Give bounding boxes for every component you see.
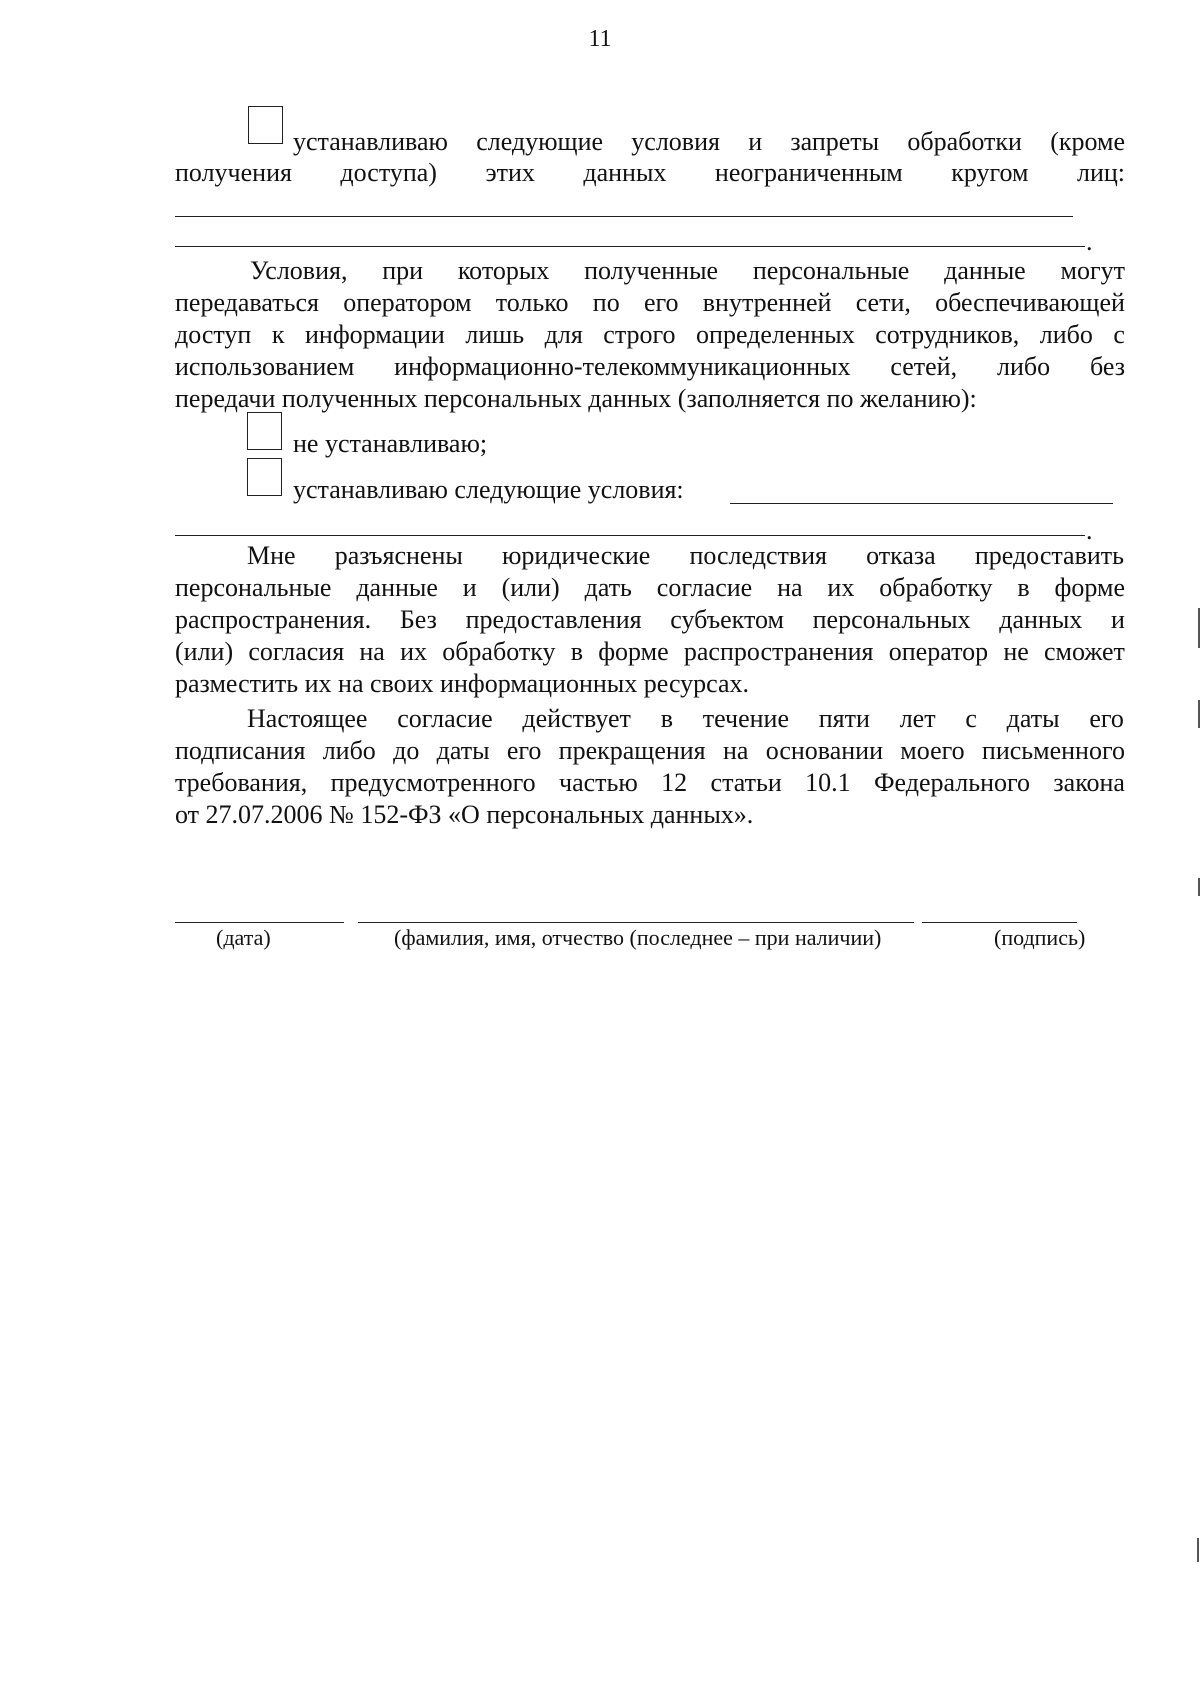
checkbox-label-conditions-restrictions: устанавливаю следующие условия и запреты обработки (кроме <box>293 127 1125 156</box>
word: даты <box>1006 704 1060 733</box>
word: форме <box>1054 573 1125 602</box>
explanation-line-5: разместить их на своих информационных ресурсах. <box>175 669 750 698</box>
word: в <box>660 704 673 733</box>
word: оператор <box>888 637 989 666</box>
word: (или) <box>175 637 234 666</box>
word: Без <box>399 605 437 634</box>
word: сети, <box>855 288 911 317</box>
word: по <box>592 288 620 317</box>
word: передаваться <box>175 288 319 317</box>
word: обработку <box>442 637 556 666</box>
word: использованием <box>175 352 355 381</box>
word: и <box>1111 605 1125 634</box>
word: данных <box>583 158 667 187</box>
word: юридические <box>501 541 651 570</box>
word: только <box>495 288 569 317</box>
word: основании <box>765 736 884 765</box>
word: на <box>359 637 385 666</box>
word: не <box>1003 637 1029 666</box>
word: (или) <box>501 573 560 602</box>
word: его <box>506 736 542 765</box>
word: последствия <box>689 541 827 570</box>
word: данных <box>999 605 1083 634</box>
word: персональные <box>752 256 910 285</box>
word: с <box>965 704 977 733</box>
word: сетей, <box>890 352 958 381</box>
validity-line-2 <box>175 735 1125 767</box>
word: предоставить <box>974 541 1124 570</box>
word: на <box>777 573 803 602</box>
checkbox-not-set[interactable] <box>247 412 282 450</box>
word: могут <box>1060 256 1125 285</box>
word: моего <box>900 736 965 765</box>
word: предусмотренного <box>330 768 536 797</box>
word: отказа <box>866 541 936 570</box>
word: их <box>400 637 427 666</box>
word: в <box>570 637 583 666</box>
option-set-label: устанавливаю следующие условия: <box>293 475 684 504</box>
word: и <box>462 573 477 602</box>
word: Мне <box>247 541 296 570</box>
word: этих <box>485 158 535 187</box>
word: предоставления <box>465 605 642 634</box>
word: получения <box>175 158 292 187</box>
explanation-line-2 <box>175 572 1125 604</box>
word: закона <box>1053 768 1125 797</box>
word: разъяснены <box>334 541 463 570</box>
word: Условия, <box>250 256 348 285</box>
word: согласие <box>397 704 493 733</box>
word: либо <box>322 736 376 765</box>
conditions-line-2 <box>175 287 1125 319</box>
word: требования, <box>175 768 308 797</box>
word: неограниченным <box>714 158 903 187</box>
word: лишь <box>465 320 525 349</box>
word: внутренней <box>702 288 832 317</box>
conditions-line-4 <box>175 351 1125 383</box>
word: их <box>827 573 855 602</box>
word: которых <box>457 256 550 285</box>
word: до <box>393 736 420 765</box>
word: распространения. <box>175 605 372 634</box>
word: Настоящее <box>247 704 368 733</box>
word: определенных <box>696 320 855 349</box>
scan-artifact <box>1197 1538 1199 1562</box>
option-not-set-label: не устанавливаю; <box>293 429 488 458</box>
word: информации <box>305 320 445 349</box>
block1-line-2 <box>175 157 1125 189</box>
word: либо <box>1039 320 1093 349</box>
word: информационно-телекоммуникационных <box>394 352 851 381</box>
word: полученные <box>584 256 719 285</box>
word: для <box>544 320 583 349</box>
fill-line[interactable] <box>730 503 1113 504</box>
conditions-line-1 <box>250 255 1125 287</box>
sign-signature-line[interactable] <box>922 922 1077 923</box>
explanation-line-3 <box>175 604 1125 636</box>
end-dot: . <box>1086 227 1093 256</box>
date-signature-line[interactable] <box>175 922 344 923</box>
word: даты <box>436 736 490 765</box>
word: доступа) <box>340 158 437 187</box>
word: лет <box>899 704 936 733</box>
word: действует <box>522 704 631 733</box>
sign-caption: (подпись) <box>994 925 1086 950</box>
name-signature-line[interactable] <box>358 922 914 923</box>
word: строго <box>603 320 676 349</box>
word: Федерального <box>873 768 1031 797</box>
word: частью <box>559 768 638 797</box>
word: подписания <box>175 736 306 765</box>
word: дать <box>584 573 632 602</box>
word: прекращения <box>558 736 706 765</box>
fill-line[interactable] <box>175 535 1085 536</box>
explanation-line-4 <box>175 636 1125 668</box>
word: согласие <box>656 573 753 602</box>
word: оператором <box>343 288 472 317</box>
word: при <box>382 256 424 285</box>
word: доступ <box>175 320 252 349</box>
word: лиц: <box>1076 158 1125 187</box>
word: сотрудников, <box>875 320 1020 349</box>
validity-line-4: от 27.07.2006 № 152-ФЗ «О персональных данных». <box>175 800 754 829</box>
word: данные <box>356 573 438 602</box>
word: либо <box>996 352 1051 381</box>
page-number: 11 <box>588 26 612 52</box>
word: обеспечивающей <box>935 288 1125 317</box>
word: сможет <box>1044 637 1125 666</box>
date-caption: (дата) <box>216 925 271 950</box>
word: к <box>271 320 285 349</box>
word: кругом <box>951 158 1029 187</box>
word: на <box>722 736 749 765</box>
word: распространения <box>683 637 874 666</box>
checkbox-set-conditions-restrictions[interactable] <box>248 106 283 144</box>
word: его <box>1089 704 1124 733</box>
word: с <box>1113 320 1125 349</box>
fill-line[interactable] <box>175 246 1085 247</box>
word: обработку <box>879 573 993 602</box>
name-caption: (фамилия, имя, отчество (последнее – при наличии) <box>394 925 882 950</box>
word: 12 <box>661 768 688 797</box>
word: форме <box>598 637 669 666</box>
word: в <box>1017 573 1030 602</box>
word: статьи <box>710 768 782 797</box>
word: письменного <box>981 736 1125 765</box>
word: без <box>1089 352 1125 381</box>
word: персональных <box>812 605 971 634</box>
conditions-line-5: передачи полученных персональных данных (заполняется по желанию): <box>175 384 977 413</box>
word: субъектом <box>670 605 784 634</box>
word: пяти <box>818 704 870 733</box>
conditions-line-3 <box>175 319 1125 351</box>
explanation-line-1 <box>247 540 1124 572</box>
word: 10.1 <box>805 768 851 797</box>
end-dot: . <box>1086 516 1093 545</box>
word: персональные <box>175 573 332 602</box>
word: согласия <box>248 637 345 666</box>
word: данные <box>944 256 1026 285</box>
word: его <box>643 288 679 317</box>
validity-line-3 <box>175 767 1125 799</box>
fill-line[interactable] <box>175 216 1073 217</box>
checkbox-set-conditions[interactable] <box>247 458 282 496</box>
validity-line-1 <box>247 703 1124 735</box>
word: течение <box>702 704 789 733</box>
